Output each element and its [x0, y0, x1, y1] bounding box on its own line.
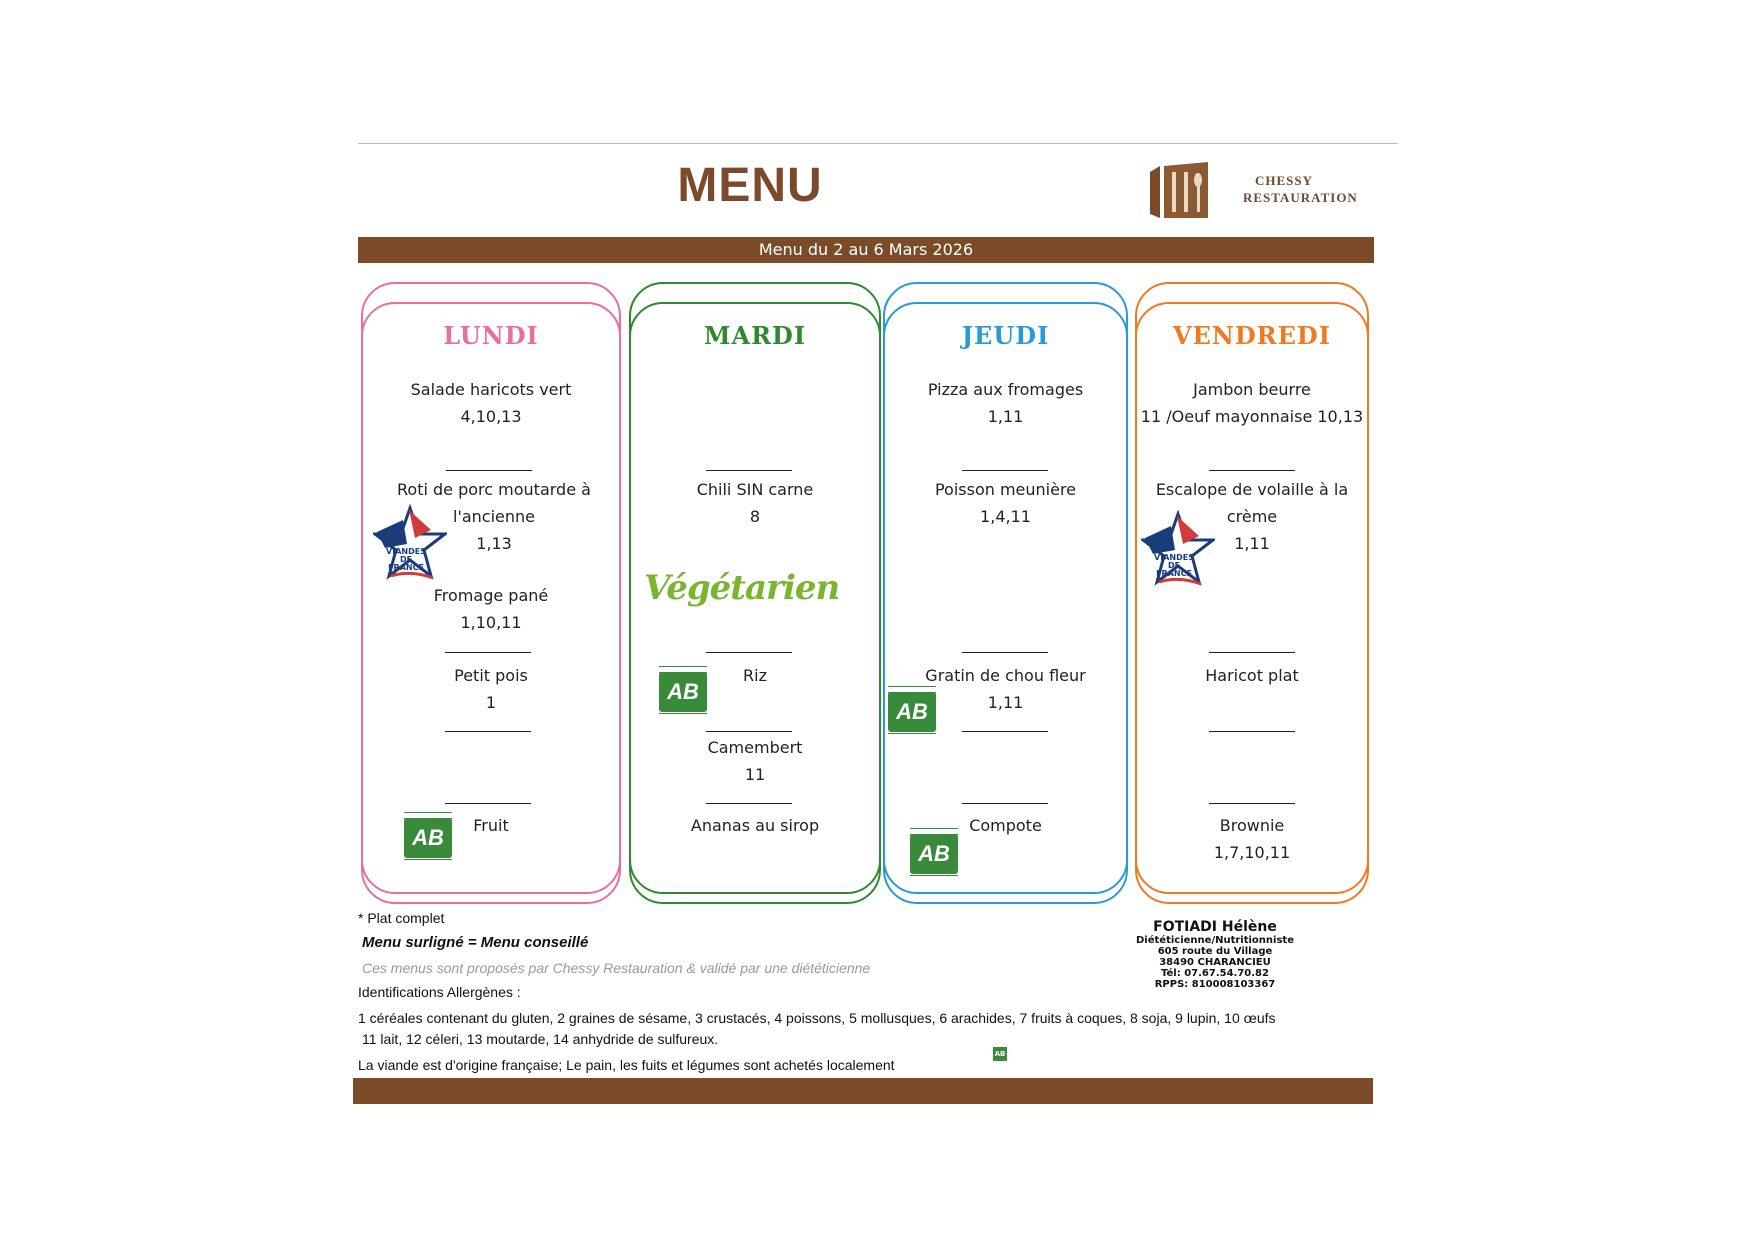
dish-allergens: 1,11 [987, 693, 1024, 712]
dish-name: Salade haricots vert [410, 380, 572, 399]
menu-item-starter [363, 376, 619, 430]
dish-name: Roti de porc moutarde à [397, 480, 591, 499]
menu-item-starter [1127, 376, 1377, 430]
vdf-text: VIANDES DE FRANCE [386, 547, 426, 572]
allergenes-line-2: 11 lait, 12 céleri, 13 moutarde, 14 anhydride de sulfureux. [362, 1031, 719, 1047]
logo-text [1243, 172, 1358, 206]
menu-item-main [631, 476, 879, 530]
separator [1209, 470, 1295, 471]
small-ab-icon: AB [993, 1047, 1007, 1061]
menu-item-cheese [631, 734, 879, 788]
origine-note: La viande est d'origine française; Le pain, les fuits et légumes sont achetés localement [358, 1057, 895, 1073]
page-title: MENU [677, 159, 823, 212]
viandes-de-france-icon [1141, 510, 1215, 590]
separator [962, 731, 1048, 732]
separator [706, 803, 792, 804]
dish-name: Brownie [1219, 816, 1285, 835]
dish-allergens: 1,13 [476, 534, 512, 553]
day-column-jeudi [883, 282, 1128, 904]
dish-allergens: 8 [749, 507, 761, 526]
restaurant-logo [1148, 160, 1358, 220]
bottom-band [353, 1078, 1373, 1104]
separator [446, 470, 532, 471]
day-title: MARDI [703, 321, 807, 350]
dish-name: Camembert [707, 738, 803, 757]
dish-name: Gratin de chou fleur [925, 666, 1086, 685]
separator [962, 803, 1048, 804]
separator [962, 652, 1048, 653]
cutlery-logo-icon [1148, 160, 1218, 220]
dish-name: Chili SIN carne [696, 480, 814, 499]
dish-name-line2: crème [1226, 507, 1278, 526]
menu-item-alt [363, 582, 619, 636]
logo-line-2: RESTAURATION [1243, 190, 1358, 205]
allergenes-title: Identifications Allergènes : [358, 984, 521, 1000]
dish-name: Haricot plat [1205, 666, 1299, 685]
ab-text: AB [910, 834, 958, 874]
dish-allergens: 1,11 [1234, 534, 1270, 553]
dish-name: Compote [969, 816, 1042, 835]
dietician-title: Diététicienne/Nutritionniste [1136, 935, 1294, 946]
separator [1209, 731, 1295, 732]
separator [962, 470, 1048, 471]
dish-name: Pizza aux fromages [927, 380, 1084, 399]
dish-allergens: 11 /Oeuf mayonnaise 10,13 [1140, 407, 1364, 426]
menu-item-main [885, 476, 1126, 530]
plat-complet-note: * Plat complet [358, 910, 445, 926]
menu-item-side [1137, 662, 1367, 689]
menu-item-dessert [631, 812, 879, 839]
menu-item-starter [885, 376, 1126, 430]
dish-name-line2: l'ancienne [453, 507, 535, 526]
dietician-stamp [1100, 920, 1330, 990]
dietician-address-1: 605 route du Village [1157, 946, 1273, 957]
dish-name: Riz [743, 666, 767, 685]
dish-name: Fruit [473, 816, 509, 835]
ab-text: AB [888, 692, 936, 732]
day-title: LUNDI [443, 321, 539, 350]
dish-name: Petit pois [454, 666, 528, 685]
separator [1209, 803, 1295, 804]
dish-name: Escalope de volaille à la [1155, 480, 1349, 499]
separator [706, 470, 792, 471]
allergenes-line-1: 1 céréales contenant du gluten, 2 graines de sésame, 3 crustacés, 4 poissons, 5 mollusques, 6 arachides, 7 fruits à coques, 8 soja, 9 lupin, 10 œufs [358, 1010, 1276, 1026]
dish-allergens: 1,4,11 [980, 507, 1031, 526]
separator [706, 652, 792, 653]
logo-line-1: CHESSY [1255, 173, 1314, 188]
dish-allergens: 4,10,13 [460, 407, 522, 426]
top-rule [358, 143, 1398, 144]
dish-allergens: 1,7,10,11 [1213, 843, 1291, 862]
organic-ab-label-icon [888, 686, 936, 738]
dish-allergens: 1,10,11 [460, 613, 522, 632]
day-column-lundi [361, 282, 621, 904]
organic-ab-label-icon [404, 812, 452, 864]
dietician-address-2: 38490 CHARANCIEU [1159, 957, 1271, 968]
vdf-text: VIANDES DE FRANCE [1154, 553, 1194, 578]
separator [706, 731, 792, 732]
separator [445, 731, 531, 732]
day-column-vendredi [1135, 282, 1369, 904]
day-title: JEUDI [961, 321, 1050, 350]
dish-name: Fromage pané [433, 586, 549, 605]
dietician-rpps: RPPS: 810008103367 [1154, 979, 1276, 990]
day-title: VENDREDI [1173, 321, 1331, 350]
allergenes-list [358, 1008, 1398, 1050]
ab-text: AB [404, 818, 452, 858]
ab-text: AB [659, 672, 707, 712]
dish-allergens: 1 [485, 693, 497, 712]
menu-item-dessert [1137, 812, 1367, 866]
dish-name: Ananas au sirop [690, 816, 820, 835]
menu-conseille-note: Menu surligné = Menu conseillé [362, 934, 589, 951]
period-banner: Menu du 2 au 6 Mars 2026 [358, 237, 1374, 263]
dish-name: Poisson meunière [934, 480, 1077, 499]
menu-item-side [363, 662, 619, 716]
organic-ab-label-icon [659, 666, 707, 718]
validation-note: Ces menus sont proposés par Chessy Restauration & validé par une diététicienne [362, 960, 871, 976]
vegetarian-badge: Végétarien [644, 568, 840, 608]
separator [445, 803, 531, 804]
separator [445, 652, 531, 653]
separator [1209, 652, 1295, 653]
menu-item-dessert [363, 812, 619, 839]
dish-allergens: 1,11 [987, 407, 1024, 426]
organic-ab-label-icon [910, 828, 958, 880]
dietician-name: FOTIADI Hélène [1153, 919, 1277, 935]
viandes-de-france-icon [373, 504, 447, 584]
dietician-phone: Tél: 07.67.54.70.82 [1161, 968, 1269, 979]
dish-name: Jambon beurre [1193, 380, 1311, 399]
dish-allergens: 11 [744, 765, 766, 784]
